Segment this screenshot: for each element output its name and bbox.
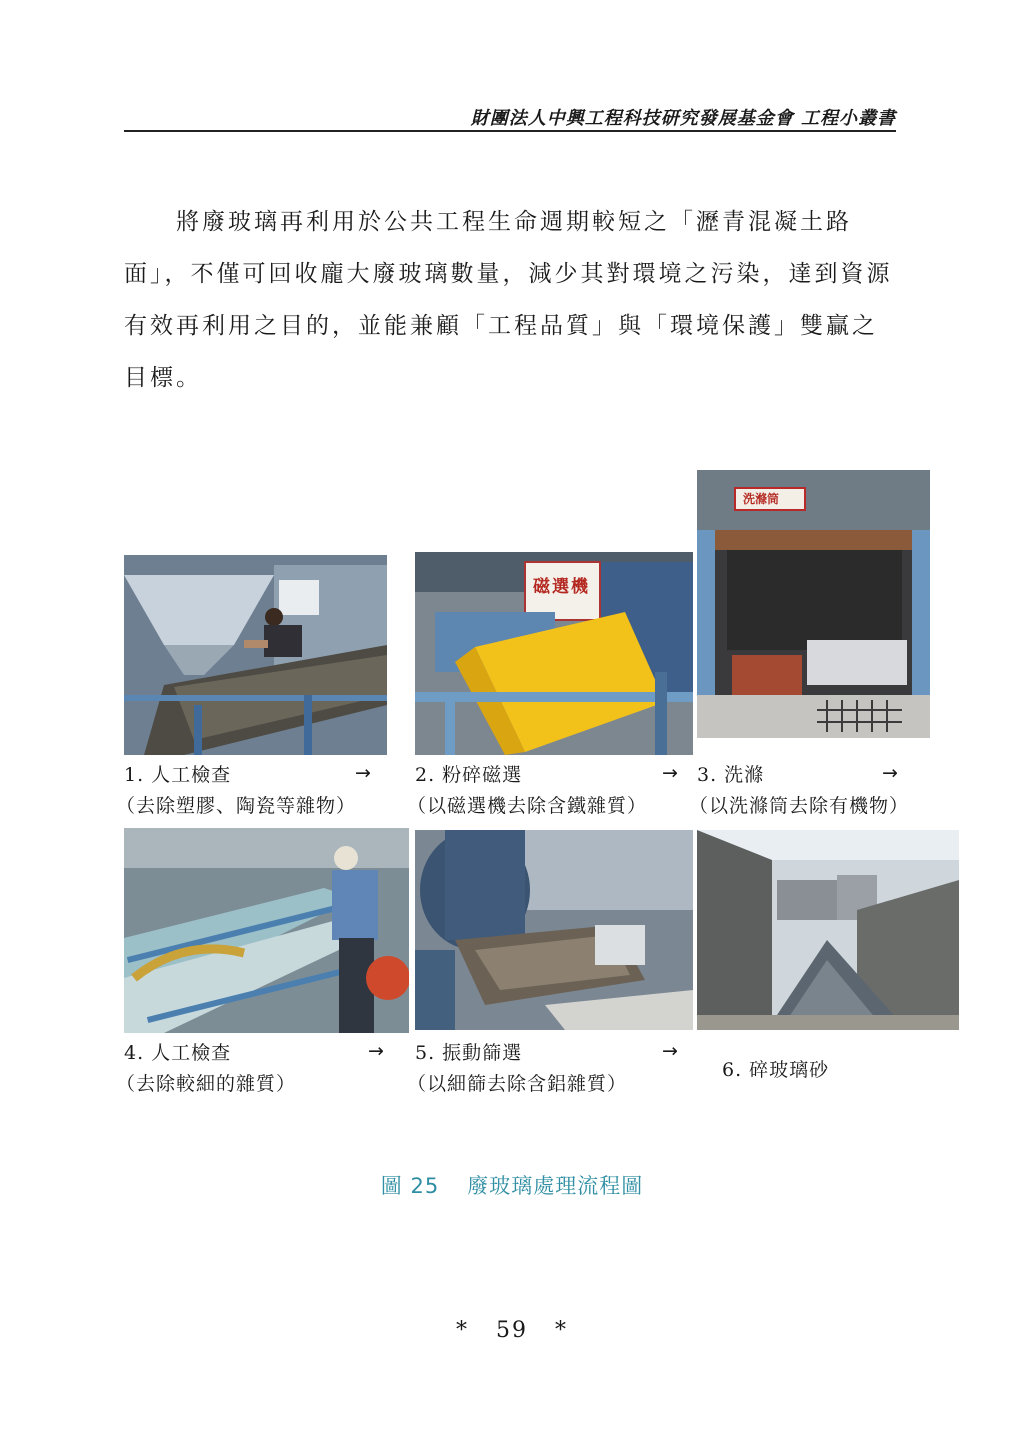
step-2-title: 2. 粉碎磁選 <box>415 764 523 786</box>
step-6-title: 6. 碎玻璃砂 <box>722 1059 830 1081</box>
photo-washing-drum <box>697 470 930 738</box>
photo-magnetic-separator <box>415 552 693 755</box>
step-2-caption <box>407 760 648 822</box>
running-header: 財團法人中興工程科技研究發展基金會 工程小叢書 <box>470 108 896 129</box>
step-5-caption <box>407 1038 628 1100</box>
photo-manual-inspection-2 <box>124 828 409 1033</box>
step-2-desc: （以磁選機去除含鐵雜質） <box>407 795 648 817</box>
step-5-title: 5. 振動篩選 <box>415 1042 523 1064</box>
step-1-desc: （去除塑膠、陶瓷等雜物） <box>116 795 357 817</box>
step-6-caption <box>722 1055 829 1086</box>
header-rule <box>124 130 896 132</box>
step-3-caption <box>689 760 910 822</box>
photo-manual-inspection-1 <box>124 555 387 755</box>
step-4-title: 4. 人工檢查 <box>124 1042 232 1064</box>
step-1-caption <box>116 760 357 822</box>
step-4-caption <box>116 1038 297 1100</box>
photo-vibrating-screen <box>415 830 693 1030</box>
magnet-sign-text: 磁選機 <box>533 577 590 597</box>
page-number: * 59 * <box>456 1318 568 1343</box>
step-2-arrow: → <box>662 762 678 784</box>
step-3-arrow: → <box>882 762 898 784</box>
photo-glass-sand-pile <box>697 830 959 1030</box>
figure-caption <box>0 1170 1024 1200</box>
wash-sign-text: 洗滌筒 <box>743 492 780 506</box>
step-3-title: 3. 洗滌 <box>697 764 765 786</box>
step-1-arrow: → <box>355 762 371 784</box>
body-text: 將廢玻璃再利用於公共工程生命週期較短之「瀝青混凝土路面」，不僅可回收龐大廢玻璃數量，減少其對環境之污染，達到資源有效再利用之目的，並能兼顧「工程品質」與「環境保護」雙贏之目標。 <box>124 209 893 391</box>
step-3-desc: （以洗滌筒去除有機物） <box>689 795 910 817</box>
step-4-arrow: → <box>368 1040 384 1062</box>
body-paragraph <box>124 196 900 404</box>
step-4-desc: （去除較細的雜質） <box>116 1073 297 1095</box>
step-1-title: 1. 人工檢查 <box>124 764 232 786</box>
step-5-desc: （以細篩去除含鋁雜質） <box>407 1073 628 1095</box>
figure-number: 圖 25 <box>380 1174 440 1198</box>
figure-title: 廢玻璃處理流程圖 <box>467 1174 644 1198</box>
step-5-arrow: → <box>662 1040 678 1062</box>
